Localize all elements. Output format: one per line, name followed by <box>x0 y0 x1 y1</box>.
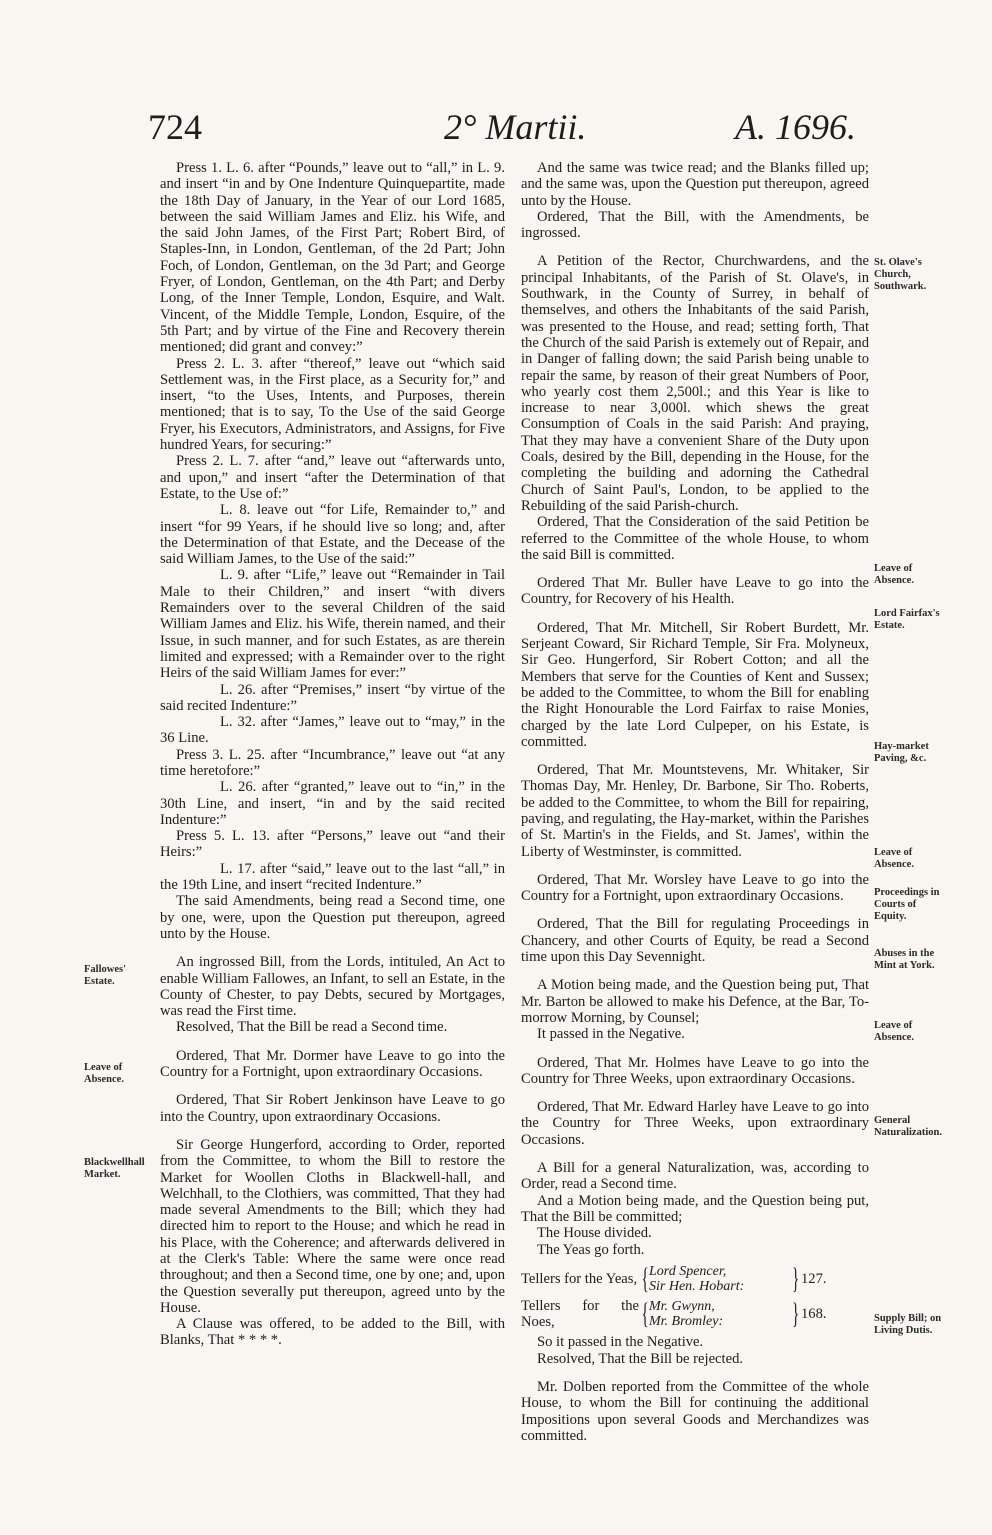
paragraph: L. 9. after “Life,” leave out “Remainder in Tail Male to their Children,” and insert “with divers Remainders over to the several Children of the said William James and Eliz. his Wife, therein named, and their Issue, in such manner, and for such Estates, as are therein limited and expressed; with a Remainder over to the right Heirs of the said William James for ever:” <box>160 567 505 682</box>
paragraph: L. 17. after “said,” leave out to the last “all,” in the 19th Line, and insert “recited Indenture.” <box>160 860 505 894</box>
noes-tellers <box>649 1299 789 1329</box>
paragraph: A Motion being made, and the Question being put, That Mr. Barton be allowed to make his Defence, at the Bar, To-morrow Morning, by Counsel; <box>521 977 869 1026</box>
paragraph: Ordered That Mr. Buller have Leave to go into the Country, for Recovery of his Health. <box>521 575 869 608</box>
page-header <box>0 106 992 156</box>
paragraph: L. 26. after “granted,” leave out to “in,” in the 30th Line, and insert, “in and by the said recited Indenture:” <box>160 779 505 828</box>
paragraph: So it passed in the Negative. <box>537 1334 704 1351</box>
division-tellers <box>521 1261 869 1331</box>
paragraph: Press 1. L. 6. after “Pounds,” leave out to “all,” in L. 9. and insert “in and by One Indenture Quinquepartite, made the 18th Day of January, in the Year of our Lord 1685, between the said William James and Eliz. his Wife, and the said John James, of the First Part; Robert Bird, of Staples-Inn, in London, Gentleman, of the 2d Part; John Foch, of London, Gentleman, on the 3d Part; and George Fryer, of London, Gentleman, on the 4th Part; and Derby Long, of the Inner Temple, London, Esquire, and Walt. Vincent, of the Middle Temple, London, Esquire, of the 5th Part; and by virtue of the Fine and Recovery therein mentioned; did grant and convey:” <box>160 160 505 356</box>
left-column <box>160 160 505 1349</box>
teller-name: Mr. Gwynn, <box>649 1299 715 1315</box>
paragraph: A Clause was offered, to be added to the Bill, with Blanks, That * * * *. <box>160 1316 505 1349</box>
paragraph: Ordered, That Mr. Mountstevens, Mr. Whitaker, Sir Thomas Day, Mr. Henley, Dr. Barbone, Sir Tho. Roberts, be added to the Committee, to whom the Bill for repairing, paving, and regulating, the Hay-market, within the Parishes of St. Martin's in the Fields, and St. James', within the Liberty of Westminster, is committed. <box>521 762 869 860</box>
page-number: 724 <box>148 107 202 147</box>
margin-note: Hay-market Paving, &c. <box>874 741 929 764</box>
paragraph: The House divided. <box>537 1225 652 1242</box>
paragraph: A Bill for a general Naturalization, was, according to Order, read a Second time. <box>521 1160 869 1193</box>
yeas-count: 127. <box>801 1270 827 1287</box>
paragraph: It passed in the Negative. <box>537 1026 685 1043</box>
right-brace: } <box>792 1297 800 1331</box>
margin-note: Leave of Absence. <box>84 1062 124 1085</box>
paragraph: Ordered, That Mr. Edward Harley have Leave to go into the Country for Three Weeks, upon extraordinary Occasions. <box>521 1099 869 1148</box>
header-year: A. 1696. <box>735 107 856 147</box>
margin-note: St. Olave's Church, Southwark. <box>874 257 927 292</box>
noes-count: 168. <box>801 1305 827 1322</box>
margin-note: Abuses in the Mint at York. <box>874 948 935 971</box>
paragraph: Resolved, That the Bill be rejected. <box>537 1350 744 1367</box>
paragraph: Ordered, That Sir Robert Jenkinson have Leave to go into the Country, upon extraordinary Occasions. <box>160 1092 505 1125</box>
header-date: 2° Martii. <box>444 107 587 147</box>
yeas-row <box>521 1261 869 1295</box>
paragraph: Mr. Dolben reported from the Committee of the whole House, to whom the Bill for continuing the additional Impositions upon several Goods and Merchandizes was committed. <box>521 1379 869 1444</box>
paragraph: Ordered, That Mr. Holmes have Leave to go into the Country for Three Weeks, upon extraordinary Occasions. <box>521 1054 869 1087</box>
margin-note: Blackwellhall Market. <box>84 1157 145 1180</box>
margin-note: General Naturalization. <box>874 1115 942 1138</box>
margin-note: Lord Fairfax's Estate. <box>874 608 940 631</box>
paragraph: And a Motion being made, and the Question being put, That the Bill be committed; <box>521 1192 869 1225</box>
paragraph: L. 8. leave out “for Life, Remainder to,” and insert “for 99 Years, if he should live so long; and, after the Determination of that Estate, and the Decease of the said William James, to the Use of the said:” <box>160 502 505 568</box>
paragraph: Press 3. L. 25. after “Incumbrance,” leave out “at any time heretofore:” <box>160 746 505 779</box>
paragraph: Press 5. L. 13. after “Persons,” leave out “and their Heirs:” <box>160 828 505 861</box>
paragraph: The said Amendments, being read a Second time, one by one, were, upon the Question put thereupon, agreed unto by the House. <box>160 893 505 942</box>
yeas-tellers <box>649 1264 789 1294</box>
paragraph: L. 32. after “James,” leave out to “may,” in the 36 Line. <box>160 714 505 747</box>
paragraph: Ordered, That the Consideration of the said Petition be referred to the Committee of the whole House, to whom the said Bill is committed. <box>521 514 869 563</box>
paragraph: An ingrossed Bill, from the Lords, intituled, An Act to enable William Fallowes, an Infant, to sell an Estate, in the County of Chester, to pay Debts, secured by Mortgages, was read the First time. <box>160 954 505 1020</box>
left-brace: { <box>641 1261 649 1295</box>
paragraph: Ordered, That Mr. Worsley have Leave to go into the Country for a Fortnight, upon extraordinary Occasions. <box>521 871 869 905</box>
margin-note: Leave of Absence. <box>874 563 914 586</box>
margin-note: Leave of Absence. <box>874 847 914 870</box>
paragraph: Ordered, That Mr. Mitchell, Sir Robert Burdett, Mr. Serjeant Coward, Sir Richard Temple, Sir Fra. Molyneux, Sir Geo. Hungerford, Sir Robert Cotton; and all the Members that serve for the Counties of Kent and Sussex; be added to the Committee, to whom the Bill for enabling the Right Honourable the Lord Fairfax to raise Monies, charged by the late Lord Culpeper, on his Estate, is committed. <box>521 619 869 750</box>
right-column <box>521 160 869 1444</box>
paragraph: Sir George Hungerford, according to Order, reported from the Committee, to whom the Bill to restore the Market for Woollen Cloths in Blackwell-hall, and Welchhall, to the Clothiers, was committed, That they had made several Amendments to the Bill; which they had directed him to report to the House; and which he read in his Place, with the Coherence; and afterwards delivered in at the Clerk's Table: Where the same were once read throughout; and then a Second time, one by one; and, upon the Question severally put thereupon, agreed unto by the House. <box>160 1136 505 1316</box>
paragraph: The Yeas go forth. <box>537 1241 645 1258</box>
paragraph: Press 2. L. 7. after “and,” leave out “afterwards unto, and upon,” and insert “after the Determination of that Estate, to the Use of:” <box>160 453 505 502</box>
paragraph: Press 2. L. 3. after “thereof,” leave out “which said Settlement was, in the First place, as a Security for,” and insert, “to the Uses, Intents, and Purposes, therein mentioned; that is to say, To the Use of the said George Fryer, his Executors, Administrators, and Assigns, for Five hundred Years, for securing:” <box>160 355 505 454</box>
margin-note: Supply Bill; on Living Dutis. <box>874 1313 942 1336</box>
paragraph: Resolved, That the Bill be read a Second time. <box>176 1019 448 1036</box>
paragraph: And the same was twice read; and the Blanks filled up; and the same was, upon the Question put thereupon, agreed unto by the House. <box>521 160 869 209</box>
paragraph: Ordered, That the Bill for regulating Proceedings in Chancery, and other Courts of Equity, be read a Second time upon this Day Sevennight. <box>521 916 869 966</box>
right-brace: } <box>792 1261 800 1295</box>
paragraph: Ordered, That Mr. Dormer have Leave to go into the Country for a Fortnight, upon extraordinary Occasions. <box>160 1047 505 1081</box>
teller-name: Sir Hen. Hobart: <box>649 1278 745 1294</box>
teller-name: Lord Spencer, <box>649 1263 727 1279</box>
teller-name: Mr. Bromley: <box>649 1314 724 1330</box>
margin-note: Fallowes' Estate. <box>84 964 126 987</box>
noes-label: Tellers for the Noes, <box>521 1297 639 1331</box>
margin-note: Proceedings in Courts of Equity. <box>874 887 940 922</box>
margin-note: Leave of Absence. <box>874 1020 914 1043</box>
yeas-label: Tellers for the Yeas, <box>521 1270 638 1287</box>
paragraph: L. 26. after “Premises,” insert “by virtue of the said recited Indenture:” <box>160 681 505 714</box>
paragraph: A Petition of the Rector, Churchwardens, and the principal Inhabitants, of the Parish of St. Olave's, in Southwark, in the County of Surrey, in behalf of themselves, and others the Inhabitants of the said Parish, was presented to the House, and read; setting forth, That the Church of the said Parish is extemely out of Repair, and in Danger of falling down; the said Parish being unable to repair the same, by reason of their great Numbers of Poor, who yearly cost them 2,500l.; and this Year is like to increase to near 3,000l. which shews the great Consumption of Coals in the said Parish: And praying, That they may have a convenient Share of the Duty upon Coals, desired by the Bill, depending in the House, for the completing the building and adorning the Cathedral Church of Saint Paul's, London, to be applied to the Rebuilding of the said Parish-church. <box>521 253 869 514</box>
paragraph: Ordered, That the Bill, with the Amendments, be ingrossed. <box>521 208 869 242</box>
noes-row <box>521 1298 869 1331</box>
left-brace: { <box>641 1297 649 1331</box>
